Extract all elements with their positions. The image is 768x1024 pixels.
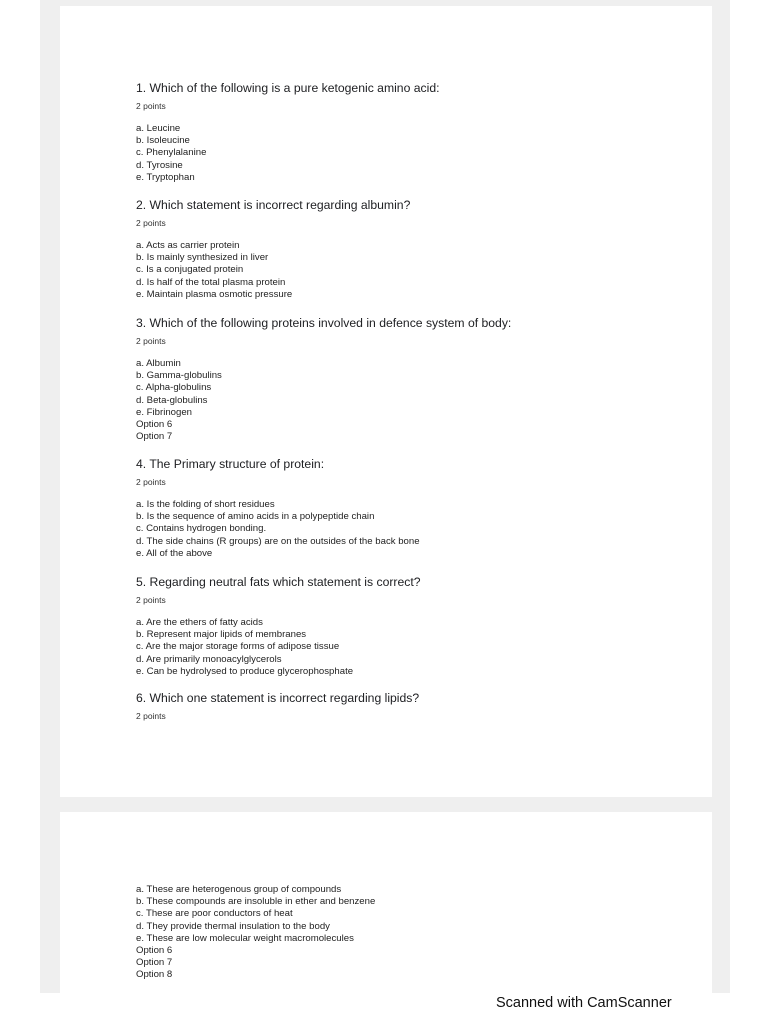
option-item[interactable]: b. Gamma-globulins xyxy=(136,370,222,382)
question-3 xyxy=(136,316,696,443)
question-title: 4. The Primary structure of protein: xyxy=(136,457,325,471)
option-item[interactable]: Option 6 xyxy=(136,419,173,431)
option-item[interactable]: c. Phenylalanine xyxy=(136,147,207,159)
option-item[interactable]: e. Tryptophan xyxy=(136,171,195,183)
question-points: 2 points xyxy=(136,101,166,111)
question-title: 1. Which of the following is a pure ketogenic amino acid: xyxy=(136,81,440,95)
question-5 xyxy=(136,575,696,678)
option-item[interactable]: c. Are the major storage forms of adipose tissue xyxy=(136,641,340,653)
option-item[interactable]: a. Is the folding of short residues xyxy=(136,499,275,510)
option-item[interactable]: e. Can be hydrolysed to produce glycerophosphate xyxy=(136,665,354,677)
option-item[interactable]: Option 6 xyxy=(136,945,173,957)
option-item[interactable]: b. Isoleucine xyxy=(136,135,190,147)
option-item[interactable]: a. Leucine xyxy=(136,123,181,134)
option-item[interactable]: b. Represent major lipids of membranes xyxy=(136,629,307,641)
option-item[interactable]: e. All of the above xyxy=(136,547,213,559)
question-title: 2. Which statement is incorrect regarding albumin? xyxy=(136,198,411,212)
question-title: 3. Which of the following proteins involved in defence system of body: xyxy=(136,316,512,330)
question-6-options xyxy=(136,884,696,982)
option-item[interactable]: b. Is mainly synthesized in liver xyxy=(136,252,269,264)
option-item[interactable]: c. Contains hydrogen bonding. xyxy=(136,523,267,535)
option-item[interactable]: d. Are primarily monoacylglycerols xyxy=(136,653,282,665)
question-points: 2 points xyxy=(136,477,166,487)
question-2 xyxy=(136,198,696,301)
question-title: 5. Regarding neutral fats which statement is correct? xyxy=(136,575,421,589)
question-4 xyxy=(136,457,696,560)
question-points: 2 points xyxy=(136,218,166,228)
option-item[interactable]: a. Albumin xyxy=(136,358,181,369)
option-item[interactable]: c. Is a conjugated protein xyxy=(136,264,244,276)
option-item[interactable]: b. Is the sequence of amino acids in a polypeptide chain xyxy=(136,511,375,523)
option-item[interactable]: e. Maintain plasma osmotic pressure xyxy=(136,288,293,300)
option-item[interactable]: e. These are low molecular weight macromolecules xyxy=(136,932,354,944)
option-list xyxy=(136,617,696,678)
question-title: 6. Which one statement is incorrect regarding lipids? xyxy=(136,691,420,705)
scanner-watermark: Scanned with CamScanner xyxy=(496,995,672,1011)
option-item[interactable]: d. The side chains (R groups) are on the outsides of the back bone xyxy=(136,535,420,547)
option-item[interactable]: b. These compounds are insoluble in ether and benzene xyxy=(136,896,376,908)
question-points: 2 points xyxy=(136,711,166,721)
option-list xyxy=(136,499,696,560)
option-item[interactable]: d. They provide thermal insulation to the body xyxy=(136,920,330,932)
option-item[interactable]: a. Acts as carrier protein xyxy=(136,240,240,251)
option-item[interactable]: d. Tyrosine xyxy=(136,159,183,171)
option-item[interactable]: a. These are heterogenous group of compounds xyxy=(136,884,342,895)
option-item[interactable]: d. Is half of the total plasma protein xyxy=(136,276,286,288)
option-item[interactable]: e. Fibrinogen xyxy=(136,406,192,418)
option-item[interactable]: Option 7 xyxy=(136,431,173,443)
question-1 xyxy=(136,81,696,184)
option-list xyxy=(136,358,696,443)
option-item[interactable]: c. Alpha-globulins xyxy=(136,382,212,394)
option-item[interactable]: d. Beta-globulins xyxy=(136,394,208,406)
question-points: 2 points xyxy=(136,336,166,346)
option-list xyxy=(136,240,696,301)
question-points: 2 points xyxy=(136,595,166,605)
option-list xyxy=(136,123,696,184)
option-item[interactable]: a. Are the ethers of fatty acids xyxy=(136,617,263,628)
option-item[interactable]: Option 7 xyxy=(136,957,173,969)
option-item[interactable]: c. These are poor conductors of heat xyxy=(136,908,293,920)
option-item[interactable]: Option 8 xyxy=(136,969,173,981)
question-6 xyxy=(136,691,696,722)
